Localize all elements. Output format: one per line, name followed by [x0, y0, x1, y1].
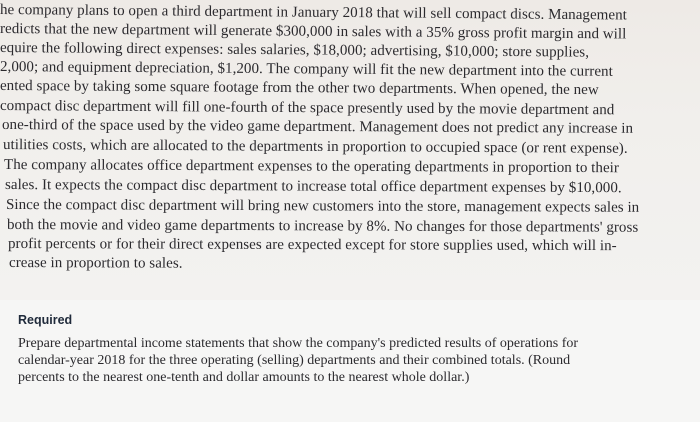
- required-line: calendar-year 2018 for the three operating (selling) departments and their combined totals. (Round: [18, 353, 571, 368]
- paragraph-line: he company plans to open a third department in January 2018 that will sell compact discs. Management: [0, 2, 627, 24]
- paragraph-line: crease in proportion to sales.: [8, 255, 183, 272]
- paragraph-line: 2,000; and equipment depreciation, $1,200. The company will fit the new department into the current: [0, 59, 613, 80]
- required-heading: Required: [18, 313, 73, 327]
- paragraph-line: one-third of the space used by the video game department. Management does not predict any increase in: [1, 117, 634, 137]
- paragraph-line: both the movie and video game departments to increase by 8%. No changes for those departments' gross: [6, 217, 639, 236]
- paragraph-line: ented space by taking some square footage from the other two departments. When opened, the new: [0, 78, 599, 99]
- paragraph-line: Since the compact disc department will bring new customers into the store, management expects sales in: [5, 197, 640, 216]
- paragraph-line: redicts that the new department will generate $300,000 in sales with a 35% gross profit margin and will: [0, 21, 627, 43]
- paragraph-line: utilities costs, which are allocated to the departments in proportion to occupied space (or rent expense).: [2, 137, 628, 157]
- required-line: percents to the nearest one-tenth and dollar amounts to the nearest whole dollar.): [18, 370, 470, 385]
- required-line: Prepare departmental income statements that show the company's predicted results of operations for: [18, 336, 579, 351]
- paragraph-line: equire the following direct expenses: sales salaries, $18,000; advertising, $10,000; store supplies,: [0, 40, 590, 61]
- paragraph-line: The company allocates office department expenses to the operating departments in proportion to their: [3, 157, 619, 177]
- paragraph-line: compact disc department will fill one-fourth of the space presently used by the movie department and: [0, 98, 615, 119]
- paragraph-line: profit percents or for their direct expenses are expected except for store supplies used, which will in-: [7, 236, 617, 255]
- paragraph-line: sales. It expects the compact disc department to increase total office department expenses by $10,000.: [4, 177, 622, 197]
